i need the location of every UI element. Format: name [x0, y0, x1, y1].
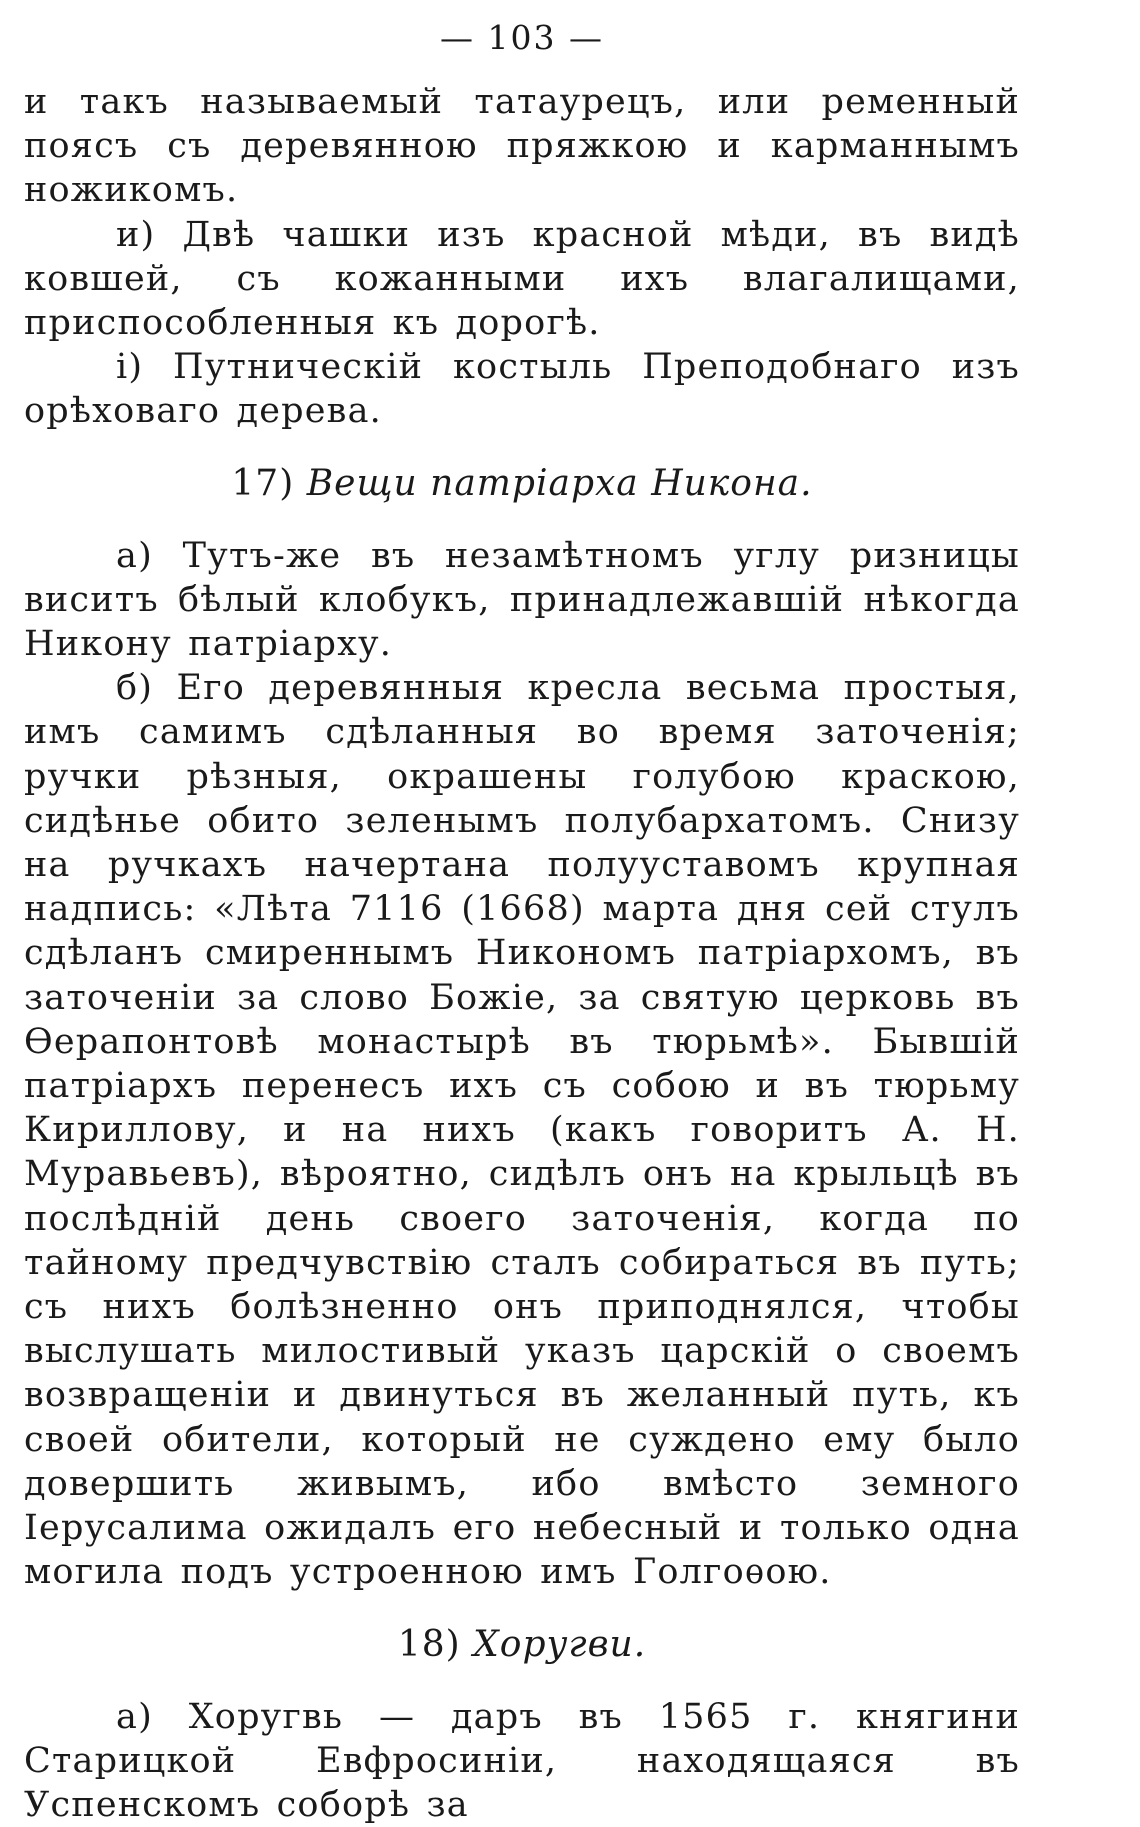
- section-heading-18: [24, 1621, 1020, 1669]
- section-title: Вещи патріарха Никона.: [307, 463, 813, 504]
- page-number: — 103 —: [24, 14, 1020, 62]
- paragraph-wooden-chairs: б) Его деревянныя кресла весьма простыя, имъ самимъ сдѣланныя во время заточенія; ручки рѣзныя, окрашены голубою краскою, сидѣнье обито зеленымъ полубархатомъ. Снизу на ручкахъ начертана полууставомъ крупная надпись: «Лѣта 7116 (1668) марта дня сей стулъ сдѣланъ смиреннымъ Никономъ патріархомъ, въ заточеніи за слово Божіе, за святую церковь въ Ѳерапонтовѣ монастырѣ въ тюрьмѣ». Бывшій патріархъ перенесъ ихъ съ собою и въ тюрьму Кириллову, и на нихъ (какъ говоритъ А. Н. Муравьевъ), вѣроятно, сидѣлъ онъ на крыльцѣ въ послѣдній день своего заточенія, когда по тайному предчувствію сталъ собираться въ путь; съ нихъ болѣзненно онъ приподнялся, чтобы выслушать милостивый указъ царскій о своемъ возвращеніи и двинуться въ желанный путь, къ своей обители, который не суждено ему было довершить живымъ, ибо вмѣсто земного Іерусалима ожидалъ его небесный и только одна могила подъ устроенною имъ Голгоѳою.: [24, 666, 1020, 1594]
- paragraph-white-klobuk: а) Тутъ-же въ незамѣтномъ углу ризницы виситъ бѣлый клобукъ, принадлежавшій нѣкогда Никону патріарху.: [24, 534, 1020, 667]
- section-number: 17): [231, 463, 294, 504]
- book-page: [24, 14, 1020, 1827]
- paragraph-copper-cups: и) Двѣ чашки изъ красной мѣди, въ видѣ ковшей, съ кожанными ихъ влагалищами, приспособленныя къ дорогѣ.: [24, 213, 1020, 346]
- paragraph-walking-staff: і) Путническій костыль Преподобнаго изъ орѣховаго дерева.: [24, 345, 1020, 433]
- paragraph-belt-and-knife: и такъ называемый татаурецъ, или ременный поясъ съ деревянною пряжкою и карманнымъ ножикомъ.: [24, 80, 1020, 213]
- section-number: 18): [398, 1624, 461, 1665]
- section-heading-17: [24, 460, 1020, 508]
- section-title: Хоругви.: [473, 1624, 646, 1665]
- paragraph-banner: а) Хоругвь — даръ въ 1565 г. княгини Старицкой Евфросиніи, находящаяся въ Успенскомъ соборѣ за: [24, 1695, 1020, 1827]
